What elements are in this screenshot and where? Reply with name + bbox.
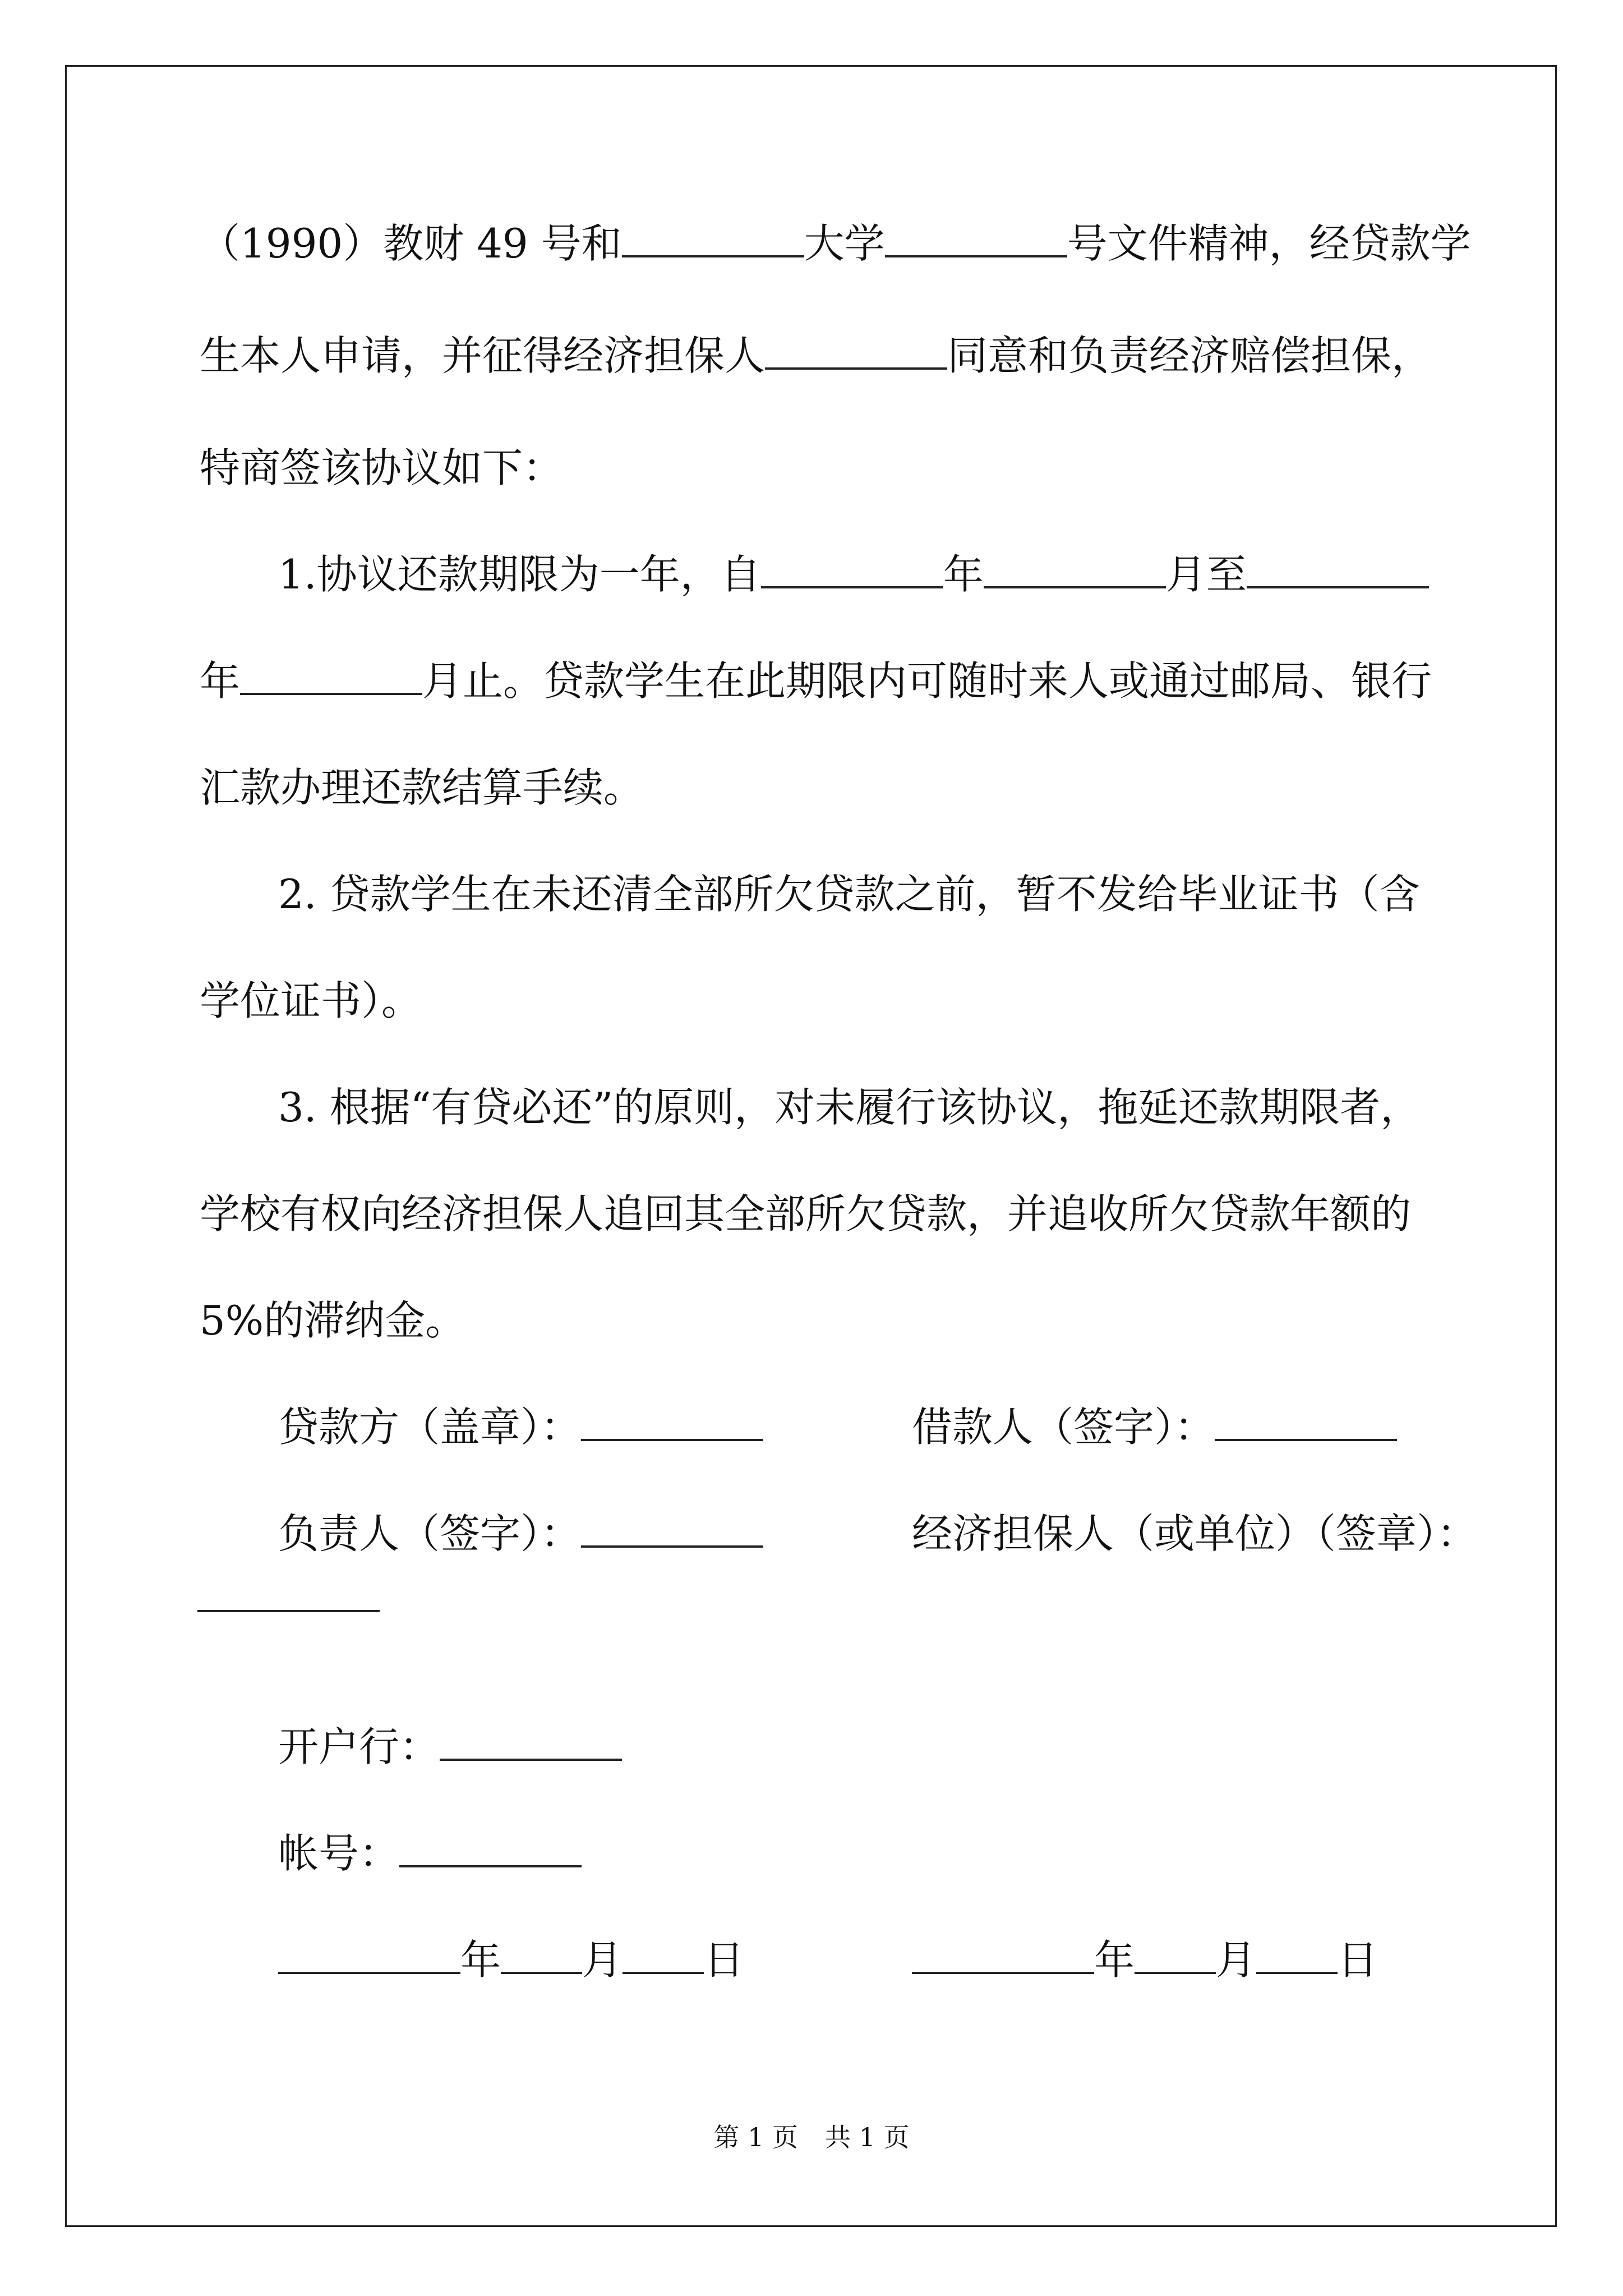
- date-right: [912, 1933, 1378, 1987]
- paragraph-line: [200, 974, 422, 1028]
- paragraph-line: [278, 867, 1420, 921]
- page-border: [65, 65, 1557, 2227]
- account-field: [278, 1826, 582, 1880]
- fill-blank[interactable]: [1247, 550, 1429, 588]
- fill-blank[interactable]: [440, 1723, 622, 1761]
- text: 月至: [1165, 551, 1247, 598]
- text: 经济担保人（或单位）（签章）：: [912, 1510, 1478, 1557]
- fill-blank[interactable]: [761, 550, 943, 588]
- fill-blank[interactable]: [278, 1936, 460, 1974]
- fill-blank[interactable]: [984, 550, 1166, 588]
- text: 同意和负责经济赔偿担保，: [947, 332, 1432, 379]
- text: 日: [1338, 1936, 1378, 1984]
- text: 年: [200, 657, 241, 705]
- paragraph-line: [278, 1080, 1421, 1134]
- fill-blank[interactable]: [765, 332, 947, 370]
- fill-blank[interactable]: [912, 1936, 1094, 1974]
- text: 月止。贷款学生在此期限内可随时来人或通过邮局、银行: [422, 657, 1432, 705]
- text: 贷款方（盖章）：: [278, 1404, 582, 1451]
- text: 年: [943, 551, 984, 598]
- paragraph-line: [200, 761, 644, 815]
- text: 大学: [804, 220, 885, 267]
- fill-blank[interactable]: [1256, 1936, 1338, 1974]
- text: 月: [1216, 1936, 1257, 1984]
- fill-blank[interactable]: [399, 1829, 582, 1867]
- text: （1990）教财 49 号和: [200, 220, 622, 267]
- text: 帐号：: [278, 1830, 400, 1877]
- text: 学位证书）。: [200, 977, 422, 1024]
- fill-blank[interactable]: [240, 657, 422, 695]
- text: 2. 贷款学生在未还清全部所欠贷款之前，暂不发给毕业证书（含: [278, 871, 1420, 918]
- fill-blank[interactable]: [622, 219, 804, 257]
- date-left: [278, 1933, 744, 1987]
- text: 特商签该协议如下：: [200, 444, 564, 491]
- paragraph-line: [200, 1294, 465, 1347]
- text: 5%的滞纳金。: [200, 1297, 466, 1344]
- page-number: 第 1 页: [713, 2122, 798, 2152]
- text: 年: [460, 1936, 501, 1984]
- signature-responsible: [278, 1507, 763, 1561]
- paragraph-line: [200, 654, 1432, 708]
- fill-blank[interactable]: [885, 219, 1067, 257]
- text: 月: [582, 1936, 623, 1984]
- paragraph-line: [200, 217, 1471, 270]
- fill-blank[interactable]: [1135, 1936, 1216, 1974]
- fill-blank[interactable]: [581, 1510, 763, 1548]
- paragraph-line: [200, 1187, 1411, 1241]
- fill-blank[interactable]: [581, 1403, 763, 1441]
- text: 日: [704, 1936, 745, 1984]
- page-total: 共 1 页: [825, 2122, 910, 2152]
- bank-field: [278, 1720, 622, 1774]
- text: 号文件精神，经贷款学: [1067, 220, 1471, 267]
- text: 汇款办理还款结算手续。: [200, 764, 644, 811]
- fill-blank[interactable]: [197, 1610, 380, 1612]
- signature-lender: [278, 1400, 763, 1454]
- text: 生本人申请，并征得经济担保人: [200, 332, 766, 379]
- fill-blank[interactable]: [1215, 1403, 1397, 1441]
- text: 开户行：: [278, 1723, 440, 1770]
- text: 借款人（签字）：: [912, 1404, 1215, 1451]
- signature-borrower: [912, 1400, 1397, 1454]
- paragraph-line: [278, 547, 1429, 601]
- fill-blank[interactable]: [501, 1936, 582, 1974]
- paragraph-line: [200, 329, 1432, 383]
- signature-guarantor: [912, 1507, 1477, 1561]
- text: 负责人（签字）：: [278, 1510, 582, 1557]
- fill-blank[interactable]: [623, 1936, 704, 1974]
- paragraph-line: [200, 441, 563, 495]
- text: 1.协议还款期限为一年，自: [278, 551, 761, 598]
- text: 3. 根据“有贷必还”的原则，对未履行该协议，拖延还款期限者，: [278, 1084, 1421, 1131]
- text: 学校有权向经济担保人追回其全部所欠贷款，并追收所欠贷款年额的: [200, 1190, 1412, 1237]
- page-footer: [0, 2120, 1623, 2154]
- text: 年: [1094, 1936, 1135, 1984]
